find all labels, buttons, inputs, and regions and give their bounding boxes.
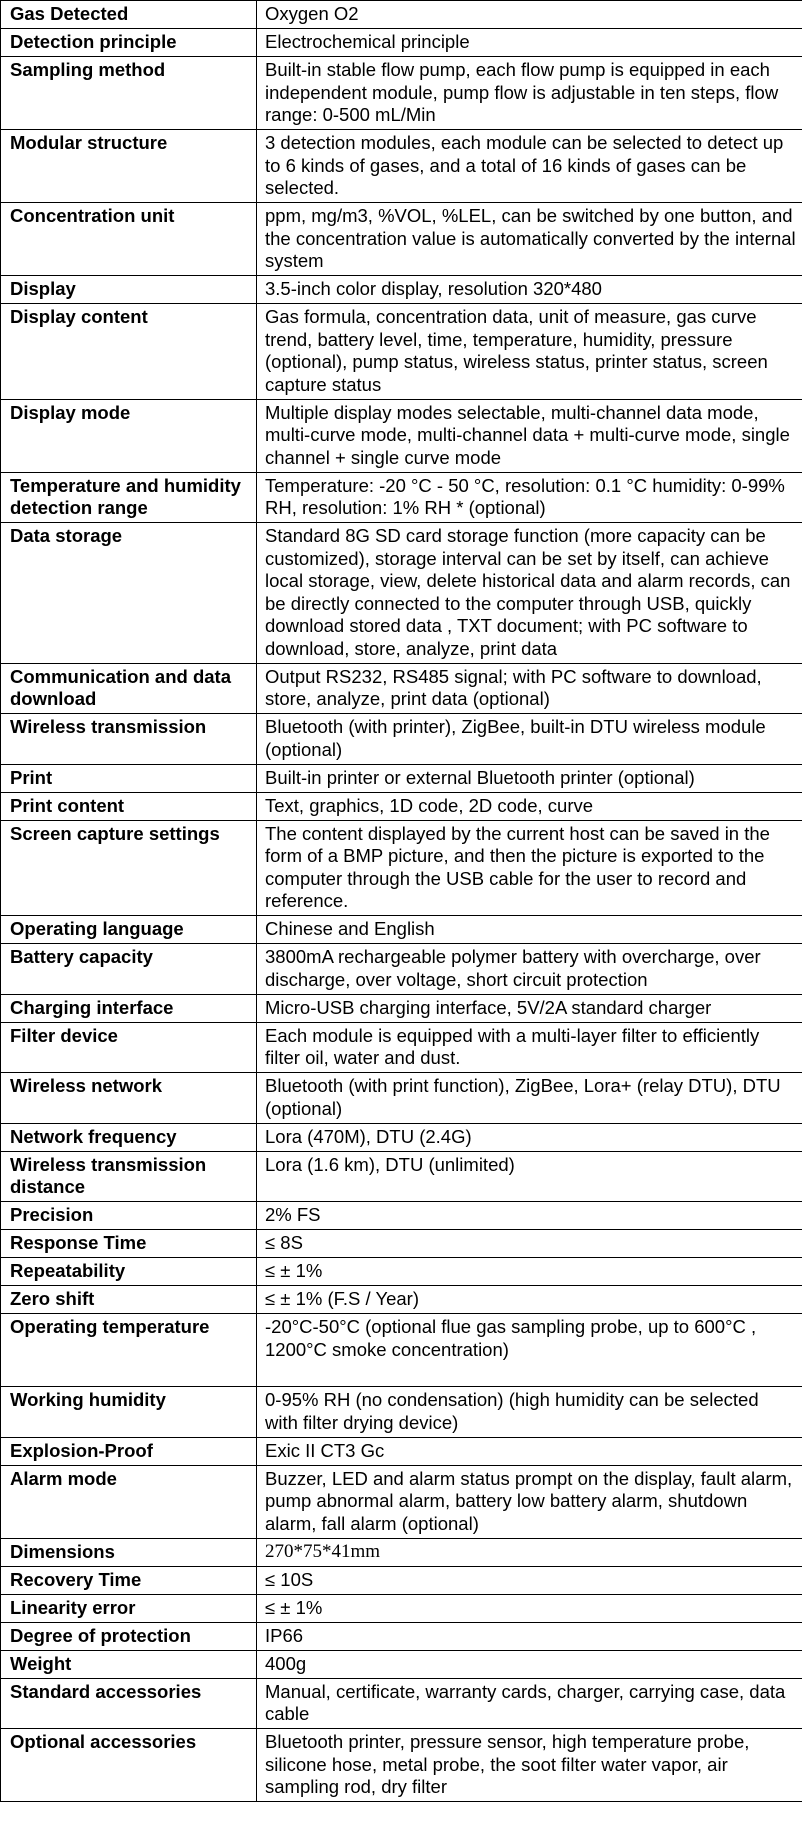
spec-key: Gas Detected — [1, 1, 257, 29]
spec-key: Zero shift — [1, 1286, 257, 1314]
spec-row — [1, 1387, 802, 1438]
spec-key: Print — [1, 764, 257, 792]
spec-key: Filter device — [1, 1022, 257, 1073]
spec-key: Detection principle — [1, 29, 257, 57]
spec-key: Operating temperature — [1, 1314, 257, 1387]
spec-row — [1, 764, 802, 792]
spec-row — [1, 663, 802, 714]
spec-row — [1, 29, 802, 57]
spec-value: Manual, certificate, warranty cards, charger, carrying case, data cable — [257, 1678, 802, 1729]
spec-value: The content displayed by the current host can be saved in the form of a BMP picture, and then the picture is exported to the computer through the USB cable for the user to record and reference. — [257, 820, 802, 916]
spec-value: ≤ 8S — [257, 1230, 802, 1258]
spec-value: Gas formula, concentration data, unit of measure, gas curve trend, battery level, time, temperature, humidity, pressure (optional), pump status, wireless status, printer status, screen capture status — [257, 304, 802, 400]
spec-row — [1, 203, 802, 276]
spec-row — [1, 1258, 802, 1286]
spec-value: Bluetooth printer, pressure sensor, high temperature probe, silicone hose, metal probe, the soot filter water vapor, air sampling rod, dry filter — [257, 1729, 802, 1802]
spec-value: Temperature: -20 °C - 50 °C, resolution: 0.1 °C humidity: 0-99% RH, resolution: 1% RH * (optional) — [257, 472, 802, 523]
spec-key: Recovery Time — [1, 1566, 257, 1594]
spec-key: Precision — [1, 1202, 257, 1230]
spec-key: Display mode — [1, 399, 257, 472]
spec-value: Lora (470M), DTU (2.4G) — [257, 1123, 802, 1151]
spec-key: Battery capacity — [1, 944, 257, 995]
spec-row — [1, 714, 802, 765]
spec-row — [1, 523, 802, 664]
spec-row — [1, 1594, 802, 1622]
spec-value: ≤ ± 1% (F.S / Year) — [257, 1286, 802, 1314]
spec-value: Standard 8G SD card storage function (more capacity can be customized), storage interval can be set by itself, can achieve local storage, view, delete historical data and alarm records, can be directly connected to the computer through USB, quickly download stored data , TXT document; with PC software to download, store, analyze, print data — [257, 523, 802, 664]
spec-key: Repeatability — [1, 1258, 257, 1286]
spec-row — [1, 1123, 802, 1151]
spec-key: Response Time — [1, 1230, 257, 1258]
spec-key: Network frequency — [1, 1123, 257, 1151]
spec-key: Concentration unit — [1, 203, 257, 276]
spec-row — [1, 792, 802, 820]
spec-row — [1, 276, 802, 304]
spec-value: 400g — [257, 1650, 802, 1678]
spec-key: Display content — [1, 304, 257, 400]
spec-value: 270*75*41mm — [257, 1538, 802, 1566]
spec-row — [1, 1314, 802, 1387]
spec-row — [1, 1022, 802, 1073]
spec-key: Temperature and humidity detection range — [1, 472, 257, 523]
spec-row — [1, 1465, 802, 1538]
spec-row — [1, 1202, 802, 1230]
spec-row — [1, 1073, 802, 1124]
spec-row — [1, 1622, 802, 1650]
spec-row — [1, 1729, 802, 1802]
spec-row — [1, 994, 802, 1022]
spec-value: ≤ 10S — [257, 1566, 802, 1594]
spec-key: Standard accessories — [1, 1678, 257, 1729]
spec-row — [1, 1538, 802, 1566]
spec-value: Chinese and English — [257, 916, 802, 944]
spec-value: 3800mA rechargeable polymer battery with overcharge, over discharge, over voltage, short circuit protection — [257, 944, 802, 995]
spec-row — [1, 1437, 802, 1465]
spec-key: Working humidity — [1, 1387, 257, 1438]
spec-row — [1, 304, 802, 400]
spec-value: 2% FS — [257, 1202, 802, 1230]
spec-value: 3.5-inch color display, resolution 320*480 — [257, 276, 802, 304]
spec-row — [1, 1650, 802, 1678]
spec-value: Bluetooth (with printer), ZigBee, built-in DTU wireless module (optional) — [257, 714, 802, 765]
spec-key: Dimensions — [1, 1538, 257, 1566]
spec-key: Screen capture settings — [1, 820, 257, 916]
spec-row — [1, 1286, 802, 1314]
spec-row — [1, 1678, 802, 1729]
spec-value: Multiple display modes selectable, multi-channel data mode, multi-curve mode, multi-channel data + multi-curve mode, single channel + single curve mode — [257, 399, 802, 472]
spec-value: Text, graphics, 1D code, 2D code, curve — [257, 792, 802, 820]
spec-row — [1, 1230, 802, 1258]
spec-row — [1, 1566, 802, 1594]
spec-value: Lora (1.6 km), DTU (unlimited) — [257, 1151, 802, 1202]
spec-row — [1, 916, 802, 944]
spec-key: Wireless transmission — [1, 714, 257, 765]
spec-row — [1, 944, 802, 995]
spec-key: Data storage — [1, 523, 257, 664]
spec-value: Built-in stable flow pump, each flow pump is equipped in each independent module, pump flow is adjustable in ten steps, flow range: 0-500 mL/Min — [257, 57, 802, 130]
spec-row — [1, 1151, 802, 1202]
spec-row — [1, 1, 802, 29]
spec-value: Built-in printer or external Bluetooth printer (optional) — [257, 764, 802, 792]
spec-value: IP66 — [257, 1622, 802, 1650]
spec-value: Micro-USB charging interface, 5V/2A standard charger — [257, 994, 802, 1022]
spec-key: Operating language — [1, 916, 257, 944]
spec-row — [1, 820, 802, 916]
spec-key: Linearity error — [1, 1594, 257, 1622]
spec-key: Display — [1, 276, 257, 304]
spec-value: Buzzer, LED and alarm status prompt on the display, fault alarm, pump abnormal alarm, battery low battery alarm, shutdown alarm, fall alarm (optional) — [257, 1465, 802, 1538]
spec-value: Bluetooth (with print function), ZigBee, Lora+ (relay DTU), DTU (optional) — [257, 1073, 802, 1124]
spec-key: Wireless network — [1, 1073, 257, 1124]
spec-value: -20°C-50°C (optional flue gas sampling probe, up to 600°C , 1200°C smoke concentration) — [257, 1314, 802, 1387]
spec-row — [1, 399, 802, 472]
spec-table-body — [1, 1, 802, 1802]
spec-key: Communication and data download — [1, 663, 257, 714]
spec-value: 0-95% RH (no condensation) (high humidity can be selected with filter drying device) — [257, 1387, 802, 1438]
spec-value: ≤ ± 1% — [257, 1594, 802, 1622]
spec-key: Explosion-Proof — [1, 1437, 257, 1465]
spec-value: Each module is equipped with a multi-layer filter to efficiently filter oil, water and dust. — [257, 1022, 802, 1073]
spec-key: Sampling method — [1, 57, 257, 130]
spec-value: ppm, mg/m3, %VOL, %LEL, can be switched by one button, and the concentration value is automatically converted by the internal system — [257, 203, 802, 276]
spec-key: Alarm mode — [1, 1465, 257, 1538]
spec-key: Modular structure — [1, 130, 257, 203]
spec-value: ≤ ± 1% — [257, 1258, 802, 1286]
spec-value: Electrochemical principle — [257, 29, 802, 57]
spec-value: 3 detection modules, each module can be selected to detect up to 6 kinds of gases, and a total of 16 kinds of gases can be selected. — [257, 130, 802, 203]
spec-row — [1, 472, 802, 523]
spec-value: Oxygen O2 — [257, 1, 802, 29]
spec-row — [1, 130, 802, 203]
spec-row — [1, 57, 802, 130]
spec-key: Print content — [1, 792, 257, 820]
spec-key: Degree of protection — [1, 1622, 257, 1650]
spec-key: Wireless transmission distance — [1, 1151, 257, 1202]
spec-key: Weight — [1, 1650, 257, 1678]
spec-key: Optional accessories — [1, 1729, 257, 1802]
spec-value: Exic II CT3 Gc — [257, 1437, 802, 1465]
spec-value: Output RS232, RS485 signal; with PC software to download, store, analyze, print data (optional) — [257, 663, 802, 714]
spec-key: Charging interface — [1, 994, 257, 1022]
